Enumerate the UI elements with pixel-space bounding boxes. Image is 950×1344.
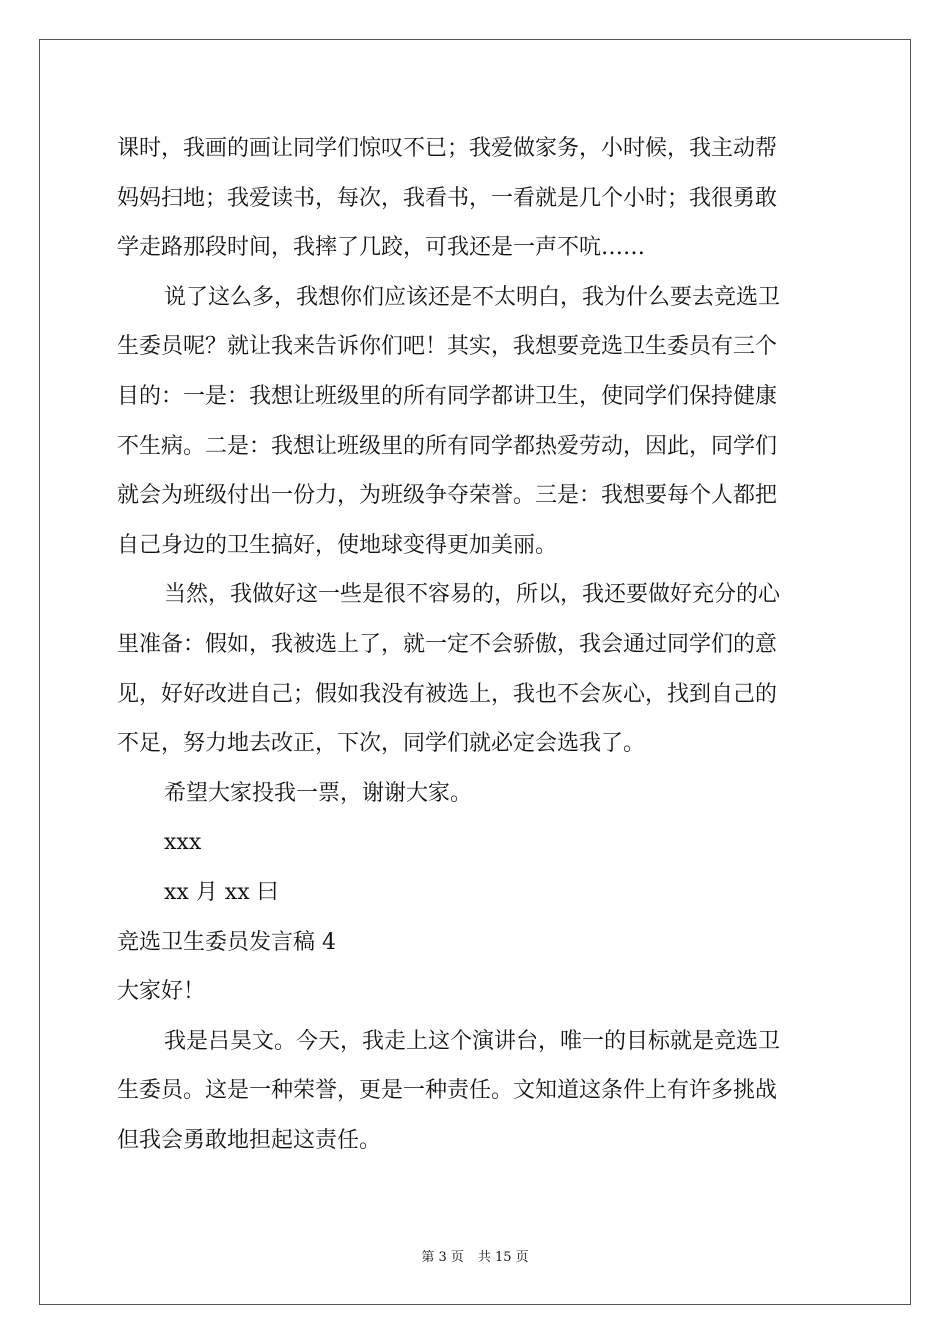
text-line: 就会为班级付出一份力，为班级争夺荣誉。三是：我想要每个人都把	[117, 483, 778, 509]
text-line: 妈妈扫地；我爱读书，每次，我看书，一看就是几个小时；我很勇敢	[117, 185, 778, 211]
greeting: 大家好！	[117, 979, 206, 1005]
text-line: 但我会勇敢地担起这责任。	[117, 1127, 382, 1153]
paragraph-start: 我是吕昊文。今天，我走上这个演讲台，唯一的目标就是竞选卫	[164, 1028, 781, 1054]
text-line: 不生病。二是：我想让班级里的所有同学都热爱劳动，因此，同学们	[117, 433, 778, 459]
text-line: 生委员呢？就让我来告诉你们吧！其实，我想要竞选卫生委员有三个	[117, 334, 778, 360]
paragraph-start: 当然，我做好这一些是很不容易的，所以，我还要做好充分的心	[164, 582, 781, 608]
signature-name: xxx	[164, 830, 202, 856]
text-line: 不足，努力地去改正，下次，同学们就必定会选我了。	[117, 731, 646, 757]
page-number: 第 3 页	[421, 1250, 464, 1265]
text-line: 见，好好改进自己；假如我没有被选上，我也不会灰心，找到自己的	[117, 681, 778, 707]
text-line: 目的：一是：我想让班级里的所有同学都讲卫生，使同学们保持健康	[117, 383, 778, 409]
text-line: 学走路那段时间，我摔了几跤，可我还是一声不吭……	[117, 235, 646, 261]
text-line: 自己身边的卫生搞好，使地球变得更加美丽。	[117, 532, 558, 558]
page-total: 共 15 页	[477, 1250, 529, 1265]
section-title: 竞选卫生委员发言稿 4	[117, 929, 336, 955]
document-body	[117, 124, 837, 1165]
closing-line: 希望大家投我一票，谢谢大家。	[164, 780, 473, 806]
text-line: 里准备：假如，我被选上了，就一定不会骄傲，我会通过同学们的意	[117, 631, 778, 657]
paragraph-start: 说了这么多，我想你们应该还是不太明白，我为什么要去竞选卫	[164, 284, 781, 310]
text-line: 生委员。这是一种荣誉，更是一种责任。文知道这条件上有许多挑战	[117, 1078, 778, 1104]
text-line: 课时，我画的画让同学们惊叹不已；我爱做家务，小时候，我主动帮	[117, 136, 778, 161]
signature-date: xx 月 xx 曰	[164, 879, 279, 905]
page-footer	[0, 1246, 950, 1265]
